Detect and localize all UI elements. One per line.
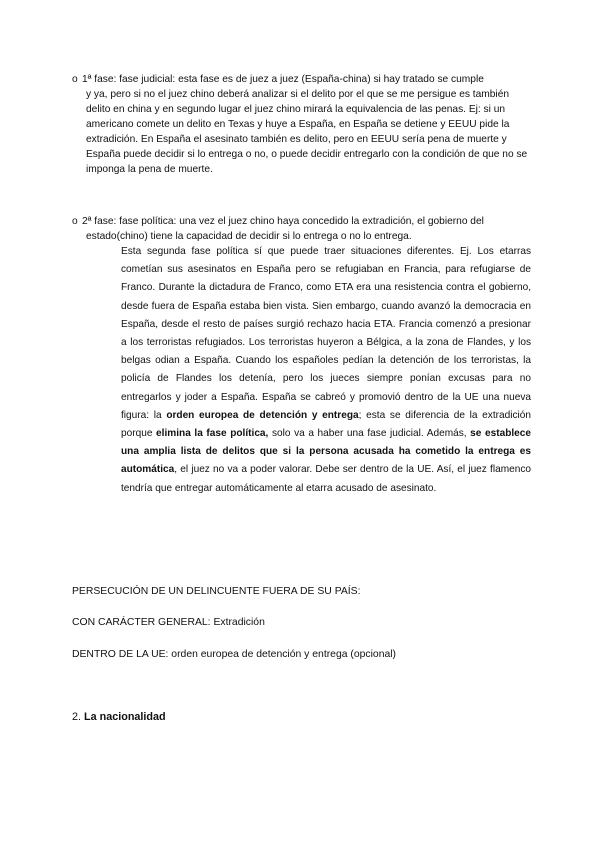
bullet-marker: o: [72, 216, 78, 227]
phase2-detail-paragraph: [121, 243, 531, 498]
detail-text: Esta segunda fase política sí que puede traer situaciones diferentes. Ej. Los etarras cometían sus asesinatos en España pero se refugiaban en Francia, para refugiarse de Franco. Durante la dictadura de Franco, como ETA era una resistencia contra el gobierno, desde fuera de España estaba bien vista. Sien embargo, cuando avanzó la democracia en España, desde el resto de países surgió rechazo hacia ETA. Francia comenzó a presionar a los terroristas refugiados. Los terroristas huyeron a Bélgica, a la zona de Flandes, y los belgas odian a España. Cuando los españoles pedían la detención de los terroristas, la policía de Flandes los detenía, pero los jueces siempre ponían excusas para no entregarlos y joder a España. España se cabreó y promovió dentro de la UE una nueva figura: la: [121, 246, 531, 421]
detail-text: , el juez no va a poder valorar. Debe ser dentro de la UE. Así, el juez flamenco tendría que entregar automáticamente al etarra acusado de asesinato.: [121, 464, 531, 494]
detail-bold-elimina-fase: elimina la fase política,: [156, 428, 269, 440]
phase2-bullet: [72, 214, 534, 244]
phase1-bullet: [72, 72, 534, 177]
detail-bold-lista-delitos: se establece una amplia lista de delitos que si la persona acusada ha cometido la entrega es automática: [121, 428, 532, 476]
section-heading: [72, 711, 166, 723]
phase2-continuation: estado(chino) tiene la capacidad de decidir si lo entrega o no lo entrega.: [86, 231, 412, 242]
within-eu-line: DENTRO DE LA UE: orden europea de detención y entrega (opcional): [72, 649, 397, 660]
detail-text: solo va a haber una fase judicial. Además,: [268, 428, 471, 440]
persecution-heading: PERSECUCIÓN DE UN DELINCUENTE FUERA DE SU PAÍS:: [72, 586, 361, 597]
phase1-first-line: 1ª fase: fase judicial: esta fase es de juez a juez (España-china) si hay tratado se cumple: [82, 74, 484, 85]
bullet-marker: o: [72, 74, 78, 85]
section-title: La nacionalidad: [84, 711, 166, 723]
general-character-line: CON CARÁCTER GENERAL: Extradición: [72, 617, 265, 628]
detail-text: ; esta se diferencia de la extradición porque: [121, 409, 531, 440]
detail-bold-orden-europea: orden europea de detención y entrega: [166, 409, 359, 421]
section-number: 2.: [72, 711, 82, 723]
phase2-first-line: 2ª fase: fase política: una vez el juez chino haya concedido la extradición, el gobierno del: [82, 216, 484, 227]
phase1-continuation: y ya, pero si no el juez chino deberá analizar si el delito por el que se me persigue es también delito en china y en segundo lugar el juez chino mirará la equivalencia de las penas. Ej: si un americano comete un delito en Texas y huye a España, en España se detiene y EEUU pide la extradición. En España el asesinato también es delito, pero en EEUU sería pena de muerte y España puede decidir si lo entrega o no, o puede decidir entregarlo con la condición de que no se imponga la pena de muerte.: [86, 89, 528, 175]
